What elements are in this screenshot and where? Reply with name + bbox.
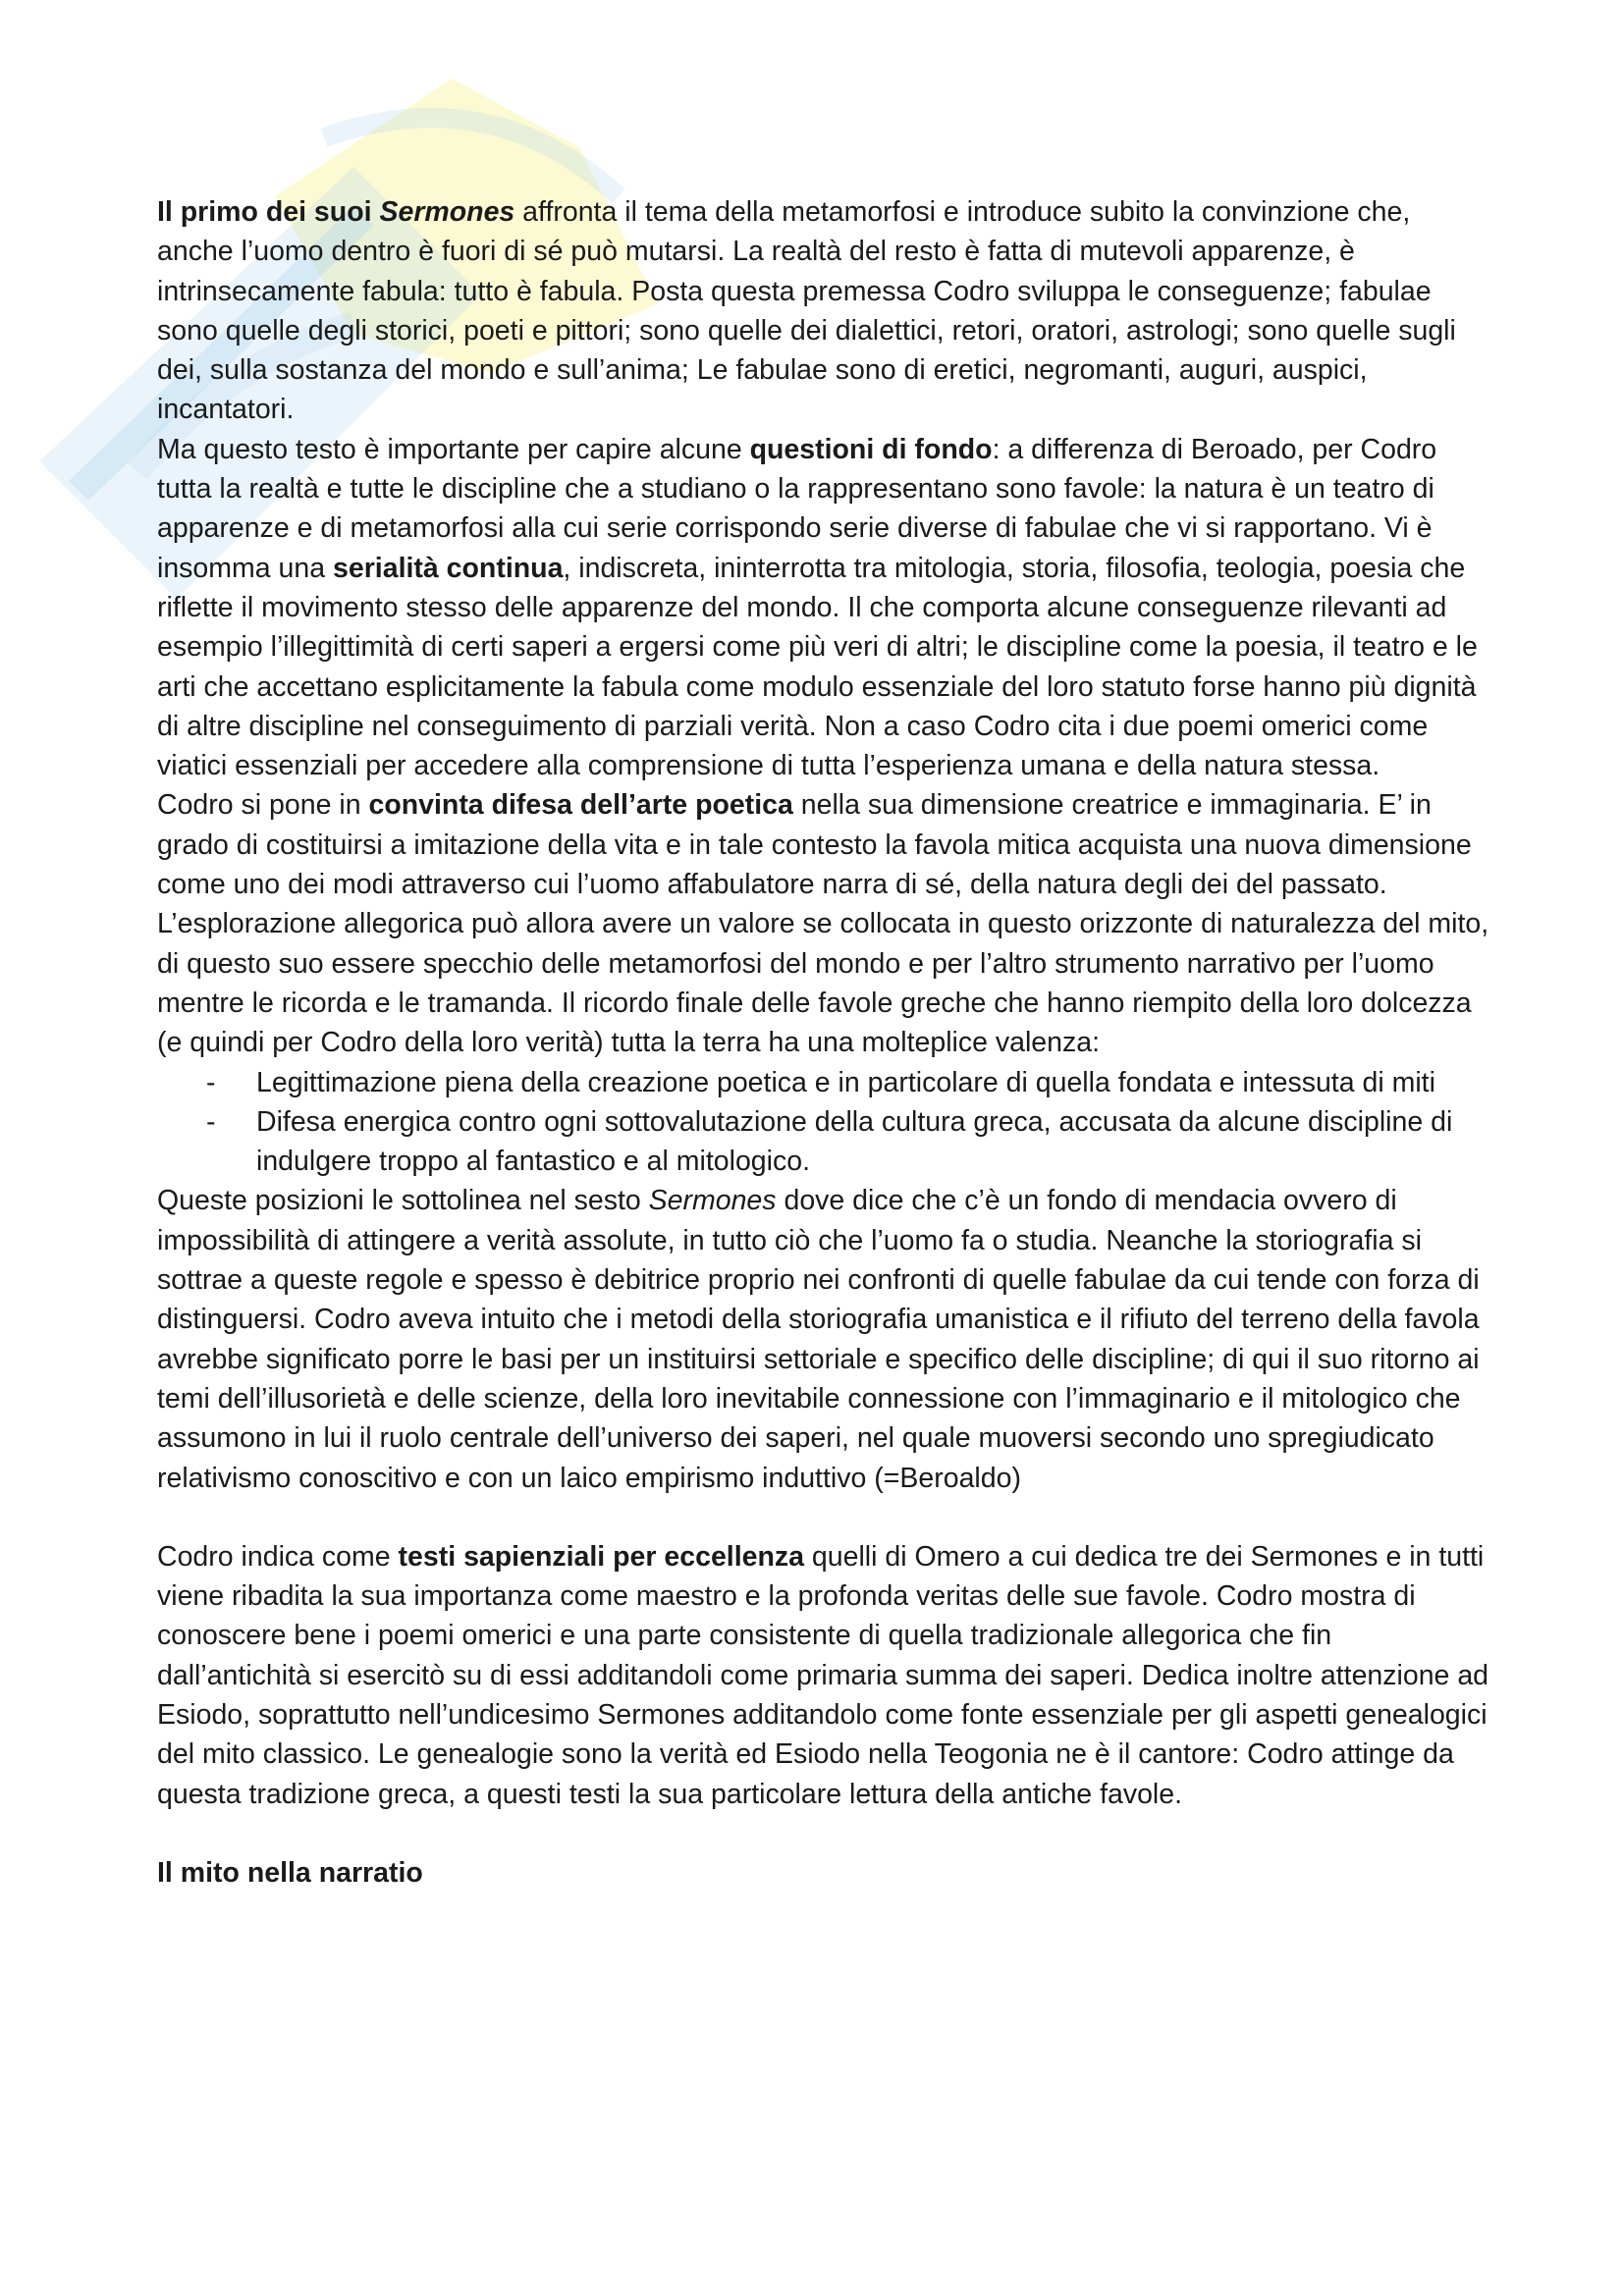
list-item-text: Difesa energica contro ogni sottovalutazione della cultura greca, accusata da alcune discipline di indulgere troppo al fantastico e al mitologico. [256,1105,1453,1178]
paragraph-text: affronta il tema della metamorfosi e introduce subito la convinzione che, anche l’uomo dentro è fuori di sé può mutarsi. La realtà del resto è fatta di mutevoli apparenze, è intrinsecamente fabula: tutto è fabula. Posta questa premessa Codro sviluppa le conseguenze; fabulae sono quelle degli storici, poeti e pittori; sono quelle dei dialettici, retori, oratori, astrologi; sono quelle sugli dei, sulla sostanza del mondo e sull’anima; Le fabulae sono di eretici, negromanti, auguri, auspici, incantatori. [157,196,1456,426]
bold-testi-sapienziali: testi sapienziali per eccellenza [398,1540,804,1573]
paragraph-gap [157,1498,1492,1537]
list-item [157,1063,1492,1102]
dash-bullet: - [206,1105,216,1138]
section-heading: Il mito nella narratio [157,1856,423,1889]
paragraph-questioni-di-fondo [157,430,1492,786]
paragraph-text: Ma questo testo è importante per capire alcune [157,433,750,465]
paragraph-text: , indiscreta, ininterrotta tra mitologia, storia, filosofia, teologia, poesia che riflette il movimento stesso delle apparenze del mondo. Il che comporta alcune conseguenze rilevanti ad esempio l’illegittimità di certi saperi a ergersi come più veri di altri; le discipline come la poesia, il teatro e le arti che accettano esplicitamente la fabula come modulo essenziale del loro statuto forse hanno più dignità di altre discipline nel conseguimento di parziali verità. Non a caso Codro cita i due poemi omerici come viatici essenziali per accedere alla comprensione di tutta l’esperienza umana e della natura stessa. [157,552,1478,782]
bold-difesa-arte-poetica: convinta difesa dell’arte poetica [368,789,793,822]
paragraph-text: nella sua dimensione creatrice e immaginaria. E’ in grado di costituirsi a imitazione della vita e in tale contesto la favola mitica acquista una nuova dimensione come uno dei modi attraverso cui l’uomo affabulatore narra di sé, della natura degli dei del passato. L’esplorazione allegorica può allora avere un valore se collocata in questo orizzonte di naturalezza del mito, di questo suo essere specchio delle metamorfosi del mondo e per l’altro strumento narrativo per l’uomo mentre le ricorda e le tramanda. Il ricordo finale delle favole greche che hanno riempito della loro dolcezza (e quindi per Codro della loro verità) tutta la terra ha una molteplice valenza: [157,789,1489,1059]
watermark-arc [324,118,619,196]
bold-questioni: questioni di fondo [749,433,993,465]
paragraph-text: quelli di Omero a cui dedica tre dei Sermones e in tutti viene ribadita la sua importanza come maestro e la profonda veritas delle sue favole. Codro mostra di conoscere bene i poemi omerici e una parte consistente di quella tradizionale allegorica che fin dall’antichità si esercitò su di essi additandoli come primaria summa dei saperi. Dedica inoltre attenzione ad Esiodo, soprattutto nell’undicesimo Sermones additandolo come fonte essenziale per gli aspetti genealogici del mito classico. Le genealogie sono la verità ed Esiodo nella Teogonia ne è il cantore: Codro attinge da questa tradizione greca, a questi testi la sua particolare lettura della antiche favole. [157,1540,1489,1810]
paragraph-text: Codro si pone in [157,789,369,822]
paragraph-text: : a differenza di Beroado, per Codro tutta la realtà e tutte le discipline che a studiano o la rappresentano sono favole: la natura è un teatro di apparenze e di metamorfosi alla cui serie corrispondo serie diverse di fabulae che vi si rapportano. Vi è insomma una [157,433,1437,584]
valenza-list [157,1063,1492,1182]
bold-serialita: serialità continua [333,552,564,584]
paragraph-arte-poetica [157,785,1492,1062]
paragraph-sesto-sermones [157,1181,1492,1497]
paragraph-sermones-intro [157,192,1492,430]
paragraph-text: Codro indica come [157,1540,399,1573]
bold-lead: Il primo dei suoi [157,196,380,228]
list-item-text: Legittimazione piena della creazione poetica e in particolare di quella fondata e intessuta di miti [256,1066,1435,1098]
dash-bullet: - [206,1066,216,1098]
italic-sermones: Sermones [379,196,515,228]
paragraph-gap [157,1814,1492,1853]
list-item [157,1102,1492,1182]
paragraph-text: dove dice che c’è un fondo di mendacia ovvero di impossibilità di attingere a verità assolute, in tutto ciò che l’uomo fa o studia. Neanche la storiografia si sottrae a queste regole e spesso è debitrice proprio nei confronti di quelle fabulae da cui tende con forza di distinguersi. Codro aveva intuito che i metodi della storiografia umanistica e il rifiuto del terreno della favola avrebbe significato porre le basi per un instituirsi settoriale e specifico delle discipline; di qui il suo ritorno ai temi dell’illusorietà e delle scienze, della loro inevitabile connessione con l’immaginario e il mitologico che assumono in lui il ruolo centrale dell’universo dei saperi, nel quale muoversi secondo uno spregiudicato relativismo conoscitivo e con un laico empirismo induttivo (=Beroaldo) [157,1185,1480,1494]
paragraph-testi-sapienziali [157,1537,1492,1814]
paragraph-text: Queste posizioni le sottolinea nel sesto [157,1185,649,1217]
document-page [157,192,1492,1893]
italic-sermones: Sermones [648,1185,777,1217]
